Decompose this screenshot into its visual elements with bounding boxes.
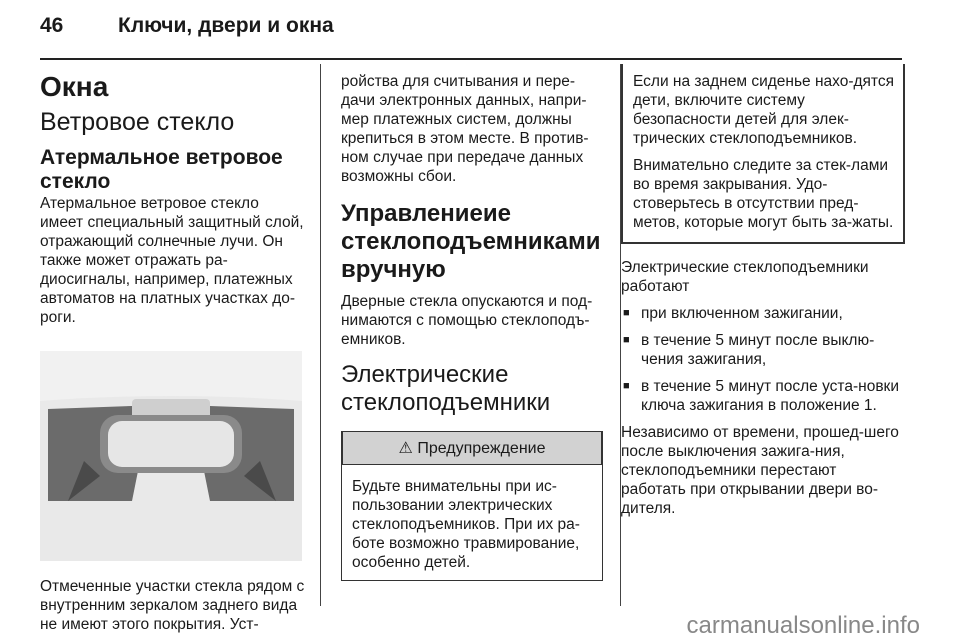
page-number: 46 [40,14,64,37]
page-header [40,14,334,38]
electric-windows-title: Электрические стеклоподъемники [341,361,551,416]
warning-continuation-box [621,64,905,244]
warning-label: Предупреждение [417,440,546,457]
warning-header [342,431,602,465]
closing-text: Независимо от времени, прошед-шего после выключения зажига-ния, стеклоподъемники перестают работать при открывании двери во-дителя. [621,424,899,517]
section-title: Окна [40,71,109,102]
subsection-title: Ветровое стекло [40,108,235,136]
continuation-text: ройства для считывания и пере-дачи электронных данных, напри-мер платежных систем, должны крепиться в этом месте. В против-ном случае при передаче данных возможны сбои. [341,73,589,185]
header-rule [40,58,902,60]
manual-windows-text: Дверные стекла опускаются и под-нимаются с помощью стеклоподъ-емников. [341,293,593,348]
subsubsection-title: Атермальное ветровое стекло [40,146,283,193]
column-1 [40,68,306,634]
note-paragraph-1: Если на заднем сиденье нахо-дятся дети, включите систему безопасности детей для элек-трических стеклоподъемников. [633,73,895,147]
warning-box [341,431,603,581]
column-2 [341,72,603,581]
windshield-illustration [40,351,302,561]
note-paragraph-2: Внимательно следите за стек-лами во время закрывания. Удо-стоверьтесь в отсутствии пред-метов, которые могут быть за-жаты. [633,157,894,231]
column-divider [320,64,321,606]
column-3 [621,72,905,518]
list-item: ■ при включенном зажигании, [621,304,905,323]
chapter-title: Ключи, двери и окна [118,14,334,37]
watermark: carmanualsonline.info [686,612,920,639]
operate-intro: Электрические стеклоподъемники работают [621,259,869,295]
list-item: ■ в течение 5 минут после уста-новки ключа зажигания в положение 1. [621,377,905,415]
condition-list [621,304,905,415]
list-item: ■ в течение 5 минут после выклю-чения зажигания, [621,331,905,369]
image-caption-text: Отмеченные участки стекла рядом с внутренним зеркалом заднего вида не имеют этого покрытия. Уст- [40,578,305,633]
warning-text: Будьте внимательны при ис-пользовании электрических стеклоподъемников. При их ра-боте возможно травмирование, особенно детей. [352,478,580,571]
intro-text: Атермальное ветровое стекло имеет специальный защитный слой, отражающий солнечные лучи. Он также может отражать ра-диосигналы, например, платежных автоматов на платных участках до-роги. [40,195,304,326]
manual-windows-title: Управлениеие стеклоподъемниками вручную [341,200,601,283]
warning-icon: ⚠ [398,440,413,457]
